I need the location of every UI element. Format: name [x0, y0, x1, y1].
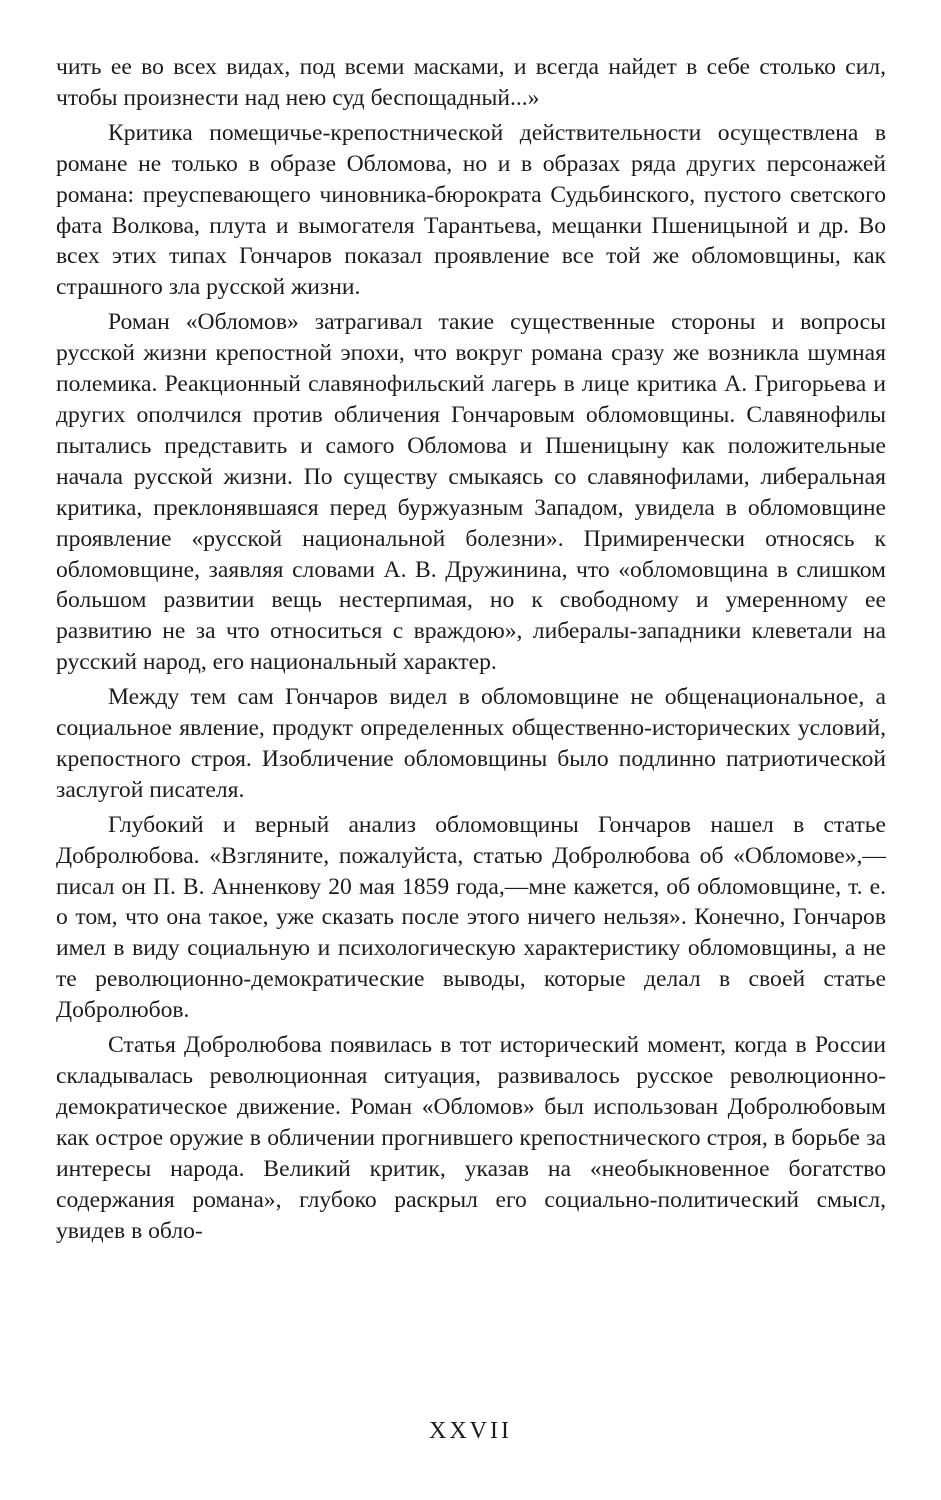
paragraph-5: Глубокий и верный анализ обломовщины Гончаров нашел в статье Добролюбова. «Взгляните, пожалуйста, статью Добролюбова об «Обломове»,—писал он П. В. Анненкову 20 мая 1859 года,—мне кажется, об обломовщине, т. е. о том, что она такое, уже сказать после этого ничего нельзя». Конечно, Гончаров имел в виду социальную и психологическую характеристику обломовщины, а не те революционно-демократические выводы, которые делал в своей статье Добролюбов.: [56, 811, 886, 1024]
paragraph-2: Критика помещичье-крепостнической действительности осуществлена в романе не только в образе Обломова, но и в образах ряда других персонажей романа: преуспевающего чиновника-бюрократа Судьбинского, пустого светского фата Волкова, плута и вымогателя Тарантьева, мещанки Пшеницыной и др. Во всех этих типах Гончаров показал проявление все той же обломовщины, как страшного зла русской жизни.: [56, 119, 886, 301]
paragraph-4: Между тем сам Гончаров видел в обломовщине не общенациональное, а социальное явление, продукт определенных общественно-исторических условий, крепостного строя. Изобличение обломовщины было подлинно патриотической заслугой писателя.: [56, 684, 886, 803]
paragraph-1-continuation: чить ее во всех видах, под всеми масками, и всегда найдет в себе столько сил, чтобы произнести над нею суд беспощадный...»: [56, 54, 886, 111]
paragraph-3: Роман «Обломов» затрагивал такие существенные стороны и вопросы русской жизни крепостной эпохи, что вокруг романа сразу же возникла шумная полемика. Реакционный славянофильский лагерь в лице критика А. Григорьева и других ополчился против обличения Гончаровым обломовщины. Славянофилы пытались представить и самого Обломова и Пшеницыну как положительные начала русской жизни. По существу смыкаясь со славянофилами, либеральная критика, преклонявшаяся перед буржуазным Западом, увидела в обломовщине проявление «русской национальной болезни». Примиренчески относясь к обломовщине, заявляя словами А. В. Дружинина, что «обломовщина в слишком большом развитии вещь нестерпимая, но к свободному и умеренному ее развитию не за что относиться с враждою», либералы-западники клеветали на русский народ, его национальный характер.: [56, 309, 886, 676]
page-body: [56, 52, 886, 1246]
paragraph-6: Статья Добролюбова появилась в тот исторический момент, когда в России складывалась революционная ситуация, развивалось русское революционно-демократическое движение. Роман «Обломов» был использован Добролюбовым как острое оружие в обличении прогнившего крепостнического строя, в борьбе за интересы народа. Великий критик, указав на «необыкновенное богатство содержания романа», глубоко раскрыл его социально-политический смысл, увидев в обло-: [56, 1032, 886, 1244]
page-number: XXVII: [429, 1418, 512, 1444]
